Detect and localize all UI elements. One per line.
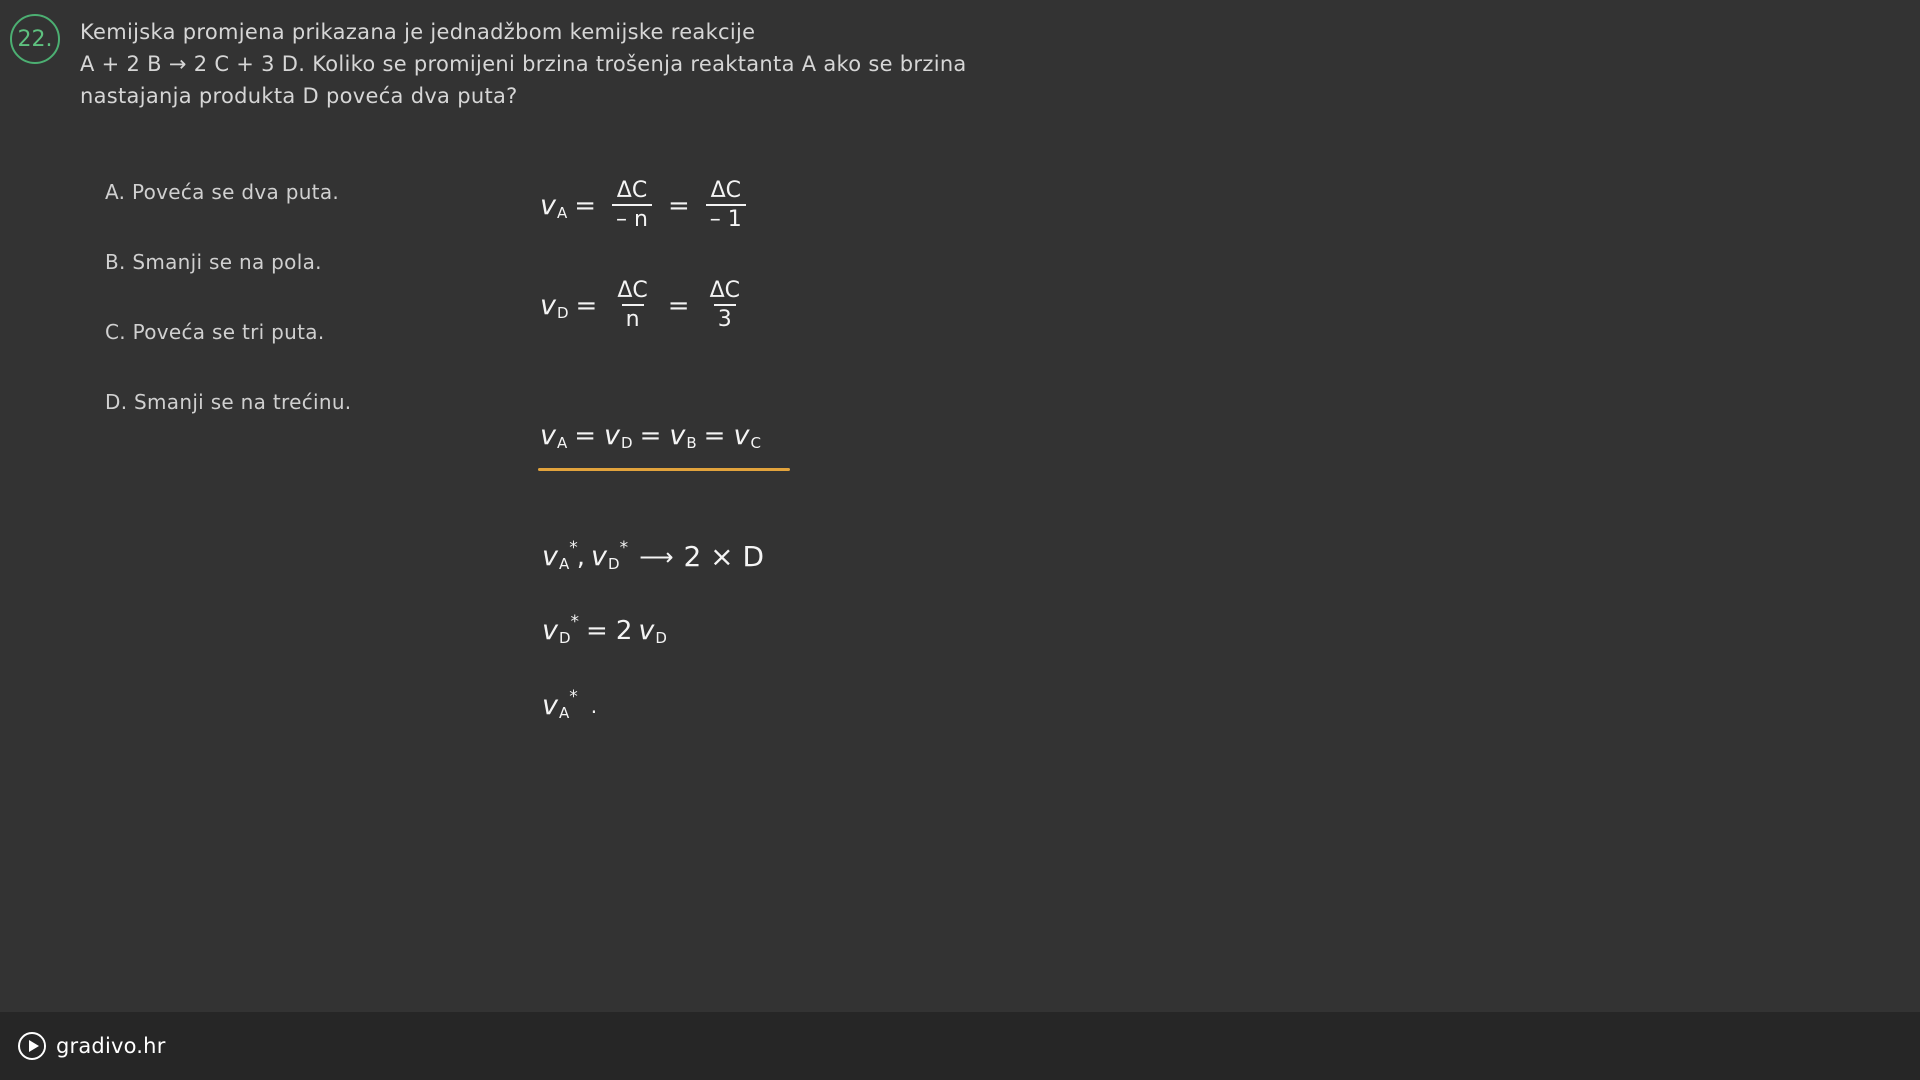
eq-vd-subscript: D	[621, 433, 633, 452]
va-frac1-denominator: – n	[612, 204, 652, 231]
implies-arrow-icon: ⟶	[639, 542, 672, 571]
question-line-3: nastajanja produkta D poveća dva puta?	[80, 84, 518, 108]
va-subscript: A	[556, 203, 568, 222]
vdstar-rhs-symbol: v	[638, 615, 655, 646]
va-frac2-numerator: ΔC	[710, 178, 741, 203]
vastar-subscript: A	[558, 703, 570, 722]
eq-vd-symbol: v	[604, 420, 621, 451]
question-line-1: Kemijska promjena prikazana je jednadžbom kemijske reakcije	[80, 20, 756, 44]
play-circle-icon	[18, 1032, 46, 1060]
vdstar-equals: =	[586, 615, 608, 646]
vdstar-subscript: D	[558, 628, 571, 647]
answer-option-b[interactable]: B. Smanji se na pola.	[105, 250, 322, 274]
eq-vb-symbol: v	[669, 420, 686, 451]
question-number-badge: 22.	[10, 14, 60, 64]
star-va-symbol: v	[542, 541, 558, 572]
star-result: 2 × D	[683, 540, 765, 573]
eq-vc-symbol: v	[733, 420, 750, 451]
vd-equals-1: =	[575, 290, 598, 321]
va-fraction-1	[612, 180, 652, 231]
star-vd-symbol: v	[591, 541, 607, 572]
vdstar-coefficient: 2	[615, 615, 633, 646]
eq-sign-1: =	[574, 420, 597, 451]
work-line-va-star	[542, 686, 598, 722]
eq-va-subscript: A	[556, 433, 568, 452]
brand-label: gradivo.hr	[56, 1034, 166, 1058]
vd-fraction-2	[706, 280, 744, 331]
vd-symbol: v	[540, 290, 556, 321]
answer-option-c[interactable]: C. Poveća se tri puta.	[105, 320, 325, 344]
star-va-subscript: A	[558, 554, 570, 573]
vdstar-symbol: v	[542, 615, 558, 646]
question-line-2: A + 2 B → 2 C + 3 D. Koliko se promijeni brzina trošenja reaktanta A ako se brzina	[80, 52, 967, 76]
vd-fraction-1	[613, 280, 651, 331]
vdstar-superscript: *	[570, 611, 580, 632]
vd-frac2-denominator: 3	[714, 304, 736, 331]
work-line-vd-star	[542, 611, 667, 647]
va-symbol: v	[540, 190, 556, 221]
work-line-starred-rates	[542, 537, 765, 573]
eq-sign-2: =	[639, 420, 662, 451]
vastar-symbol: v	[542, 690, 558, 721]
work-line-vd	[540, 280, 752, 331]
eq-va-symbol: v	[540, 420, 556, 451]
orange-underline	[538, 468, 790, 471]
va-frac2-denominator: – 1	[706, 204, 746, 231]
vd-frac1-numerator: ΔC	[617, 278, 648, 303]
va-frac1-numerator: ΔC	[616, 178, 648, 203]
vd-subscript: D	[556, 303, 569, 322]
answer-options	[105, 180, 505, 460]
eq-vc-subscript: C	[750, 433, 761, 452]
work-line-equalities	[540, 420, 760, 451]
question-text	[80, 16, 1180, 112]
answer-option-d[interactable]: D. Smanji se na trećinu.	[105, 390, 352, 414]
vd-frac2-numerator: ΔC	[709, 278, 740, 303]
vd-equals-2: =	[667, 290, 690, 321]
star-vd-superscript: *	[619, 537, 629, 558]
vastar-trailing-dot: .	[590, 693, 598, 718]
va-fraction-2	[706, 180, 746, 231]
star-va-superscript: *	[569, 537, 578, 558]
work-line-va	[540, 180, 754, 231]
vd-frac1-denominator: n	[622, 304, 644, 331]
eq-vb-subscript: B	[686, 433, 697, 452]
answer-option-a[interactable]: A. Poveća se dva puta.	[105, 180, 340, 204]
vdstar-rhs-subscript: D	[655, 628, 667, 647]
footer-bar	[0, 1012, 1920, 1080]
va-equals-1: =	[574, 190, 597, 221]
starred-comma: ,	[576, 541, 586, 572]
vastar-superscript: *	[569, 686, 578, 707]
star-vd-subscript: D	[608, 554, 620, 573]
eq-sign-3: =	[703, 420, 726, 451]
va-equals-2: =	[667, 190, 690, 221]
